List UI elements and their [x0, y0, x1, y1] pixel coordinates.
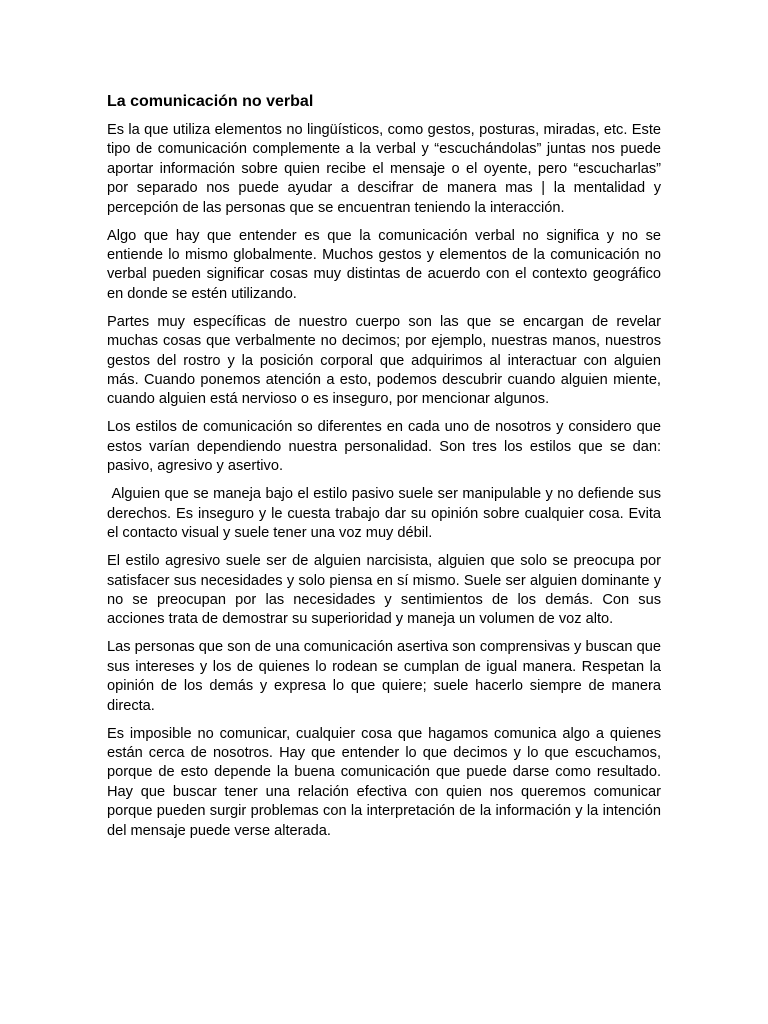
paragraph-7: Las personas que son de una comunicación asertiva son comprensivas y buscan que sus intereses y los de quienes lo rodean se cumplan de igual manera. Respetan la opinión de los demás y expresa lo que quiere; suele hacerlo siempre de manera directa. — [107, 639, 666, 714]
document-body — [107, 91, 666, 850]
paragraph-4: Los estilos de comunicación so diferentes en cada uno de nosotros y considero que estos varían dependiendo nuestra personalidad. Son tres los estilos que se dan: pasivo, agresivo y asertivo. — [107, 419, 666, 475]
paragraph-6: El estilo agresivo suele ser de alguien narcisista, alguien que solo se preocupa por satisfacer sus necesidades y solo piensa en sí mismo. Suele ser alguien dominante y no se preocupan por las necesidades y sentimientos de los demás. Con sus acciones trata de demostrar su superioridad y maneja un volumen de voz alto. — [107, 553, 666, 628]
paragraph-5: Alguien que se maneja bajo el estilo pasivo suele ser manipulable y no defiende sus derechos. Es inseguro y le cuesta trabajo dar su opinión sobre cualquier cosa. Evita el contacto visual y suele tener una voz muy débil. — [107, 486, 666, 542]
paragraph-8: Es imposible no comunicar, cualquier cosa que hagamos comunica algo a quienes están cerca de nosotros. Hay que entender lo que decimos y lo que escuchamos, porque de esto depende la buena comunicación que puede darse como resultado. Hay que buscar tener una relación efectiva con quien nos queremos comunicar porque pueden surgir problemas con la interpretación de la información y la intención del mensaje puede verse alterada. — [107, 725, 666, 839]
paragraph-1: Es la que utiliza elementos no lingüísticos, como gestos, posturas, miradas, etc. Este tipo de comunicación complemente a la verbal y “escuchándolas” juntas nos puede aportar información sobre quien recibe el mensaje o el oyente, pero “escucharlas” por separado nos puede ayudar a descifrar de manera mas | la mentalidad y percepción de las personas que se encuentran teniendo la interacción. — [107, 122, 666, 216]
paragraph-3: Partes muy específicas de nuestro cuerpo son las que se encargan de revelar muchas cosas que verbalmente no decimos; por ejemplo, nuestras manos, nuestros gestos del rostro y la posición corporal que adquirimos al interactuar con alguien más. Cuando ponemos atención a esto, podemos descubrir cuando alguien miente, cuando alguien está nervioso o es inseguro, por mencionar algunos. — [107, 313, 666, 408]
document-title: La comunicación no verbal — [107, 93, 314, 110]
paragraph-2: Algo que hay que entender es que la comunicación verbal no significa y no se entiende lo mismo globalmente. Muchos gestos y elementos de la comunicación no verbal pueden significar cosas muy distintas de acuerdo con el contexto geográfico en donde se estén utilizando. — [107, 227, 666, 302]
